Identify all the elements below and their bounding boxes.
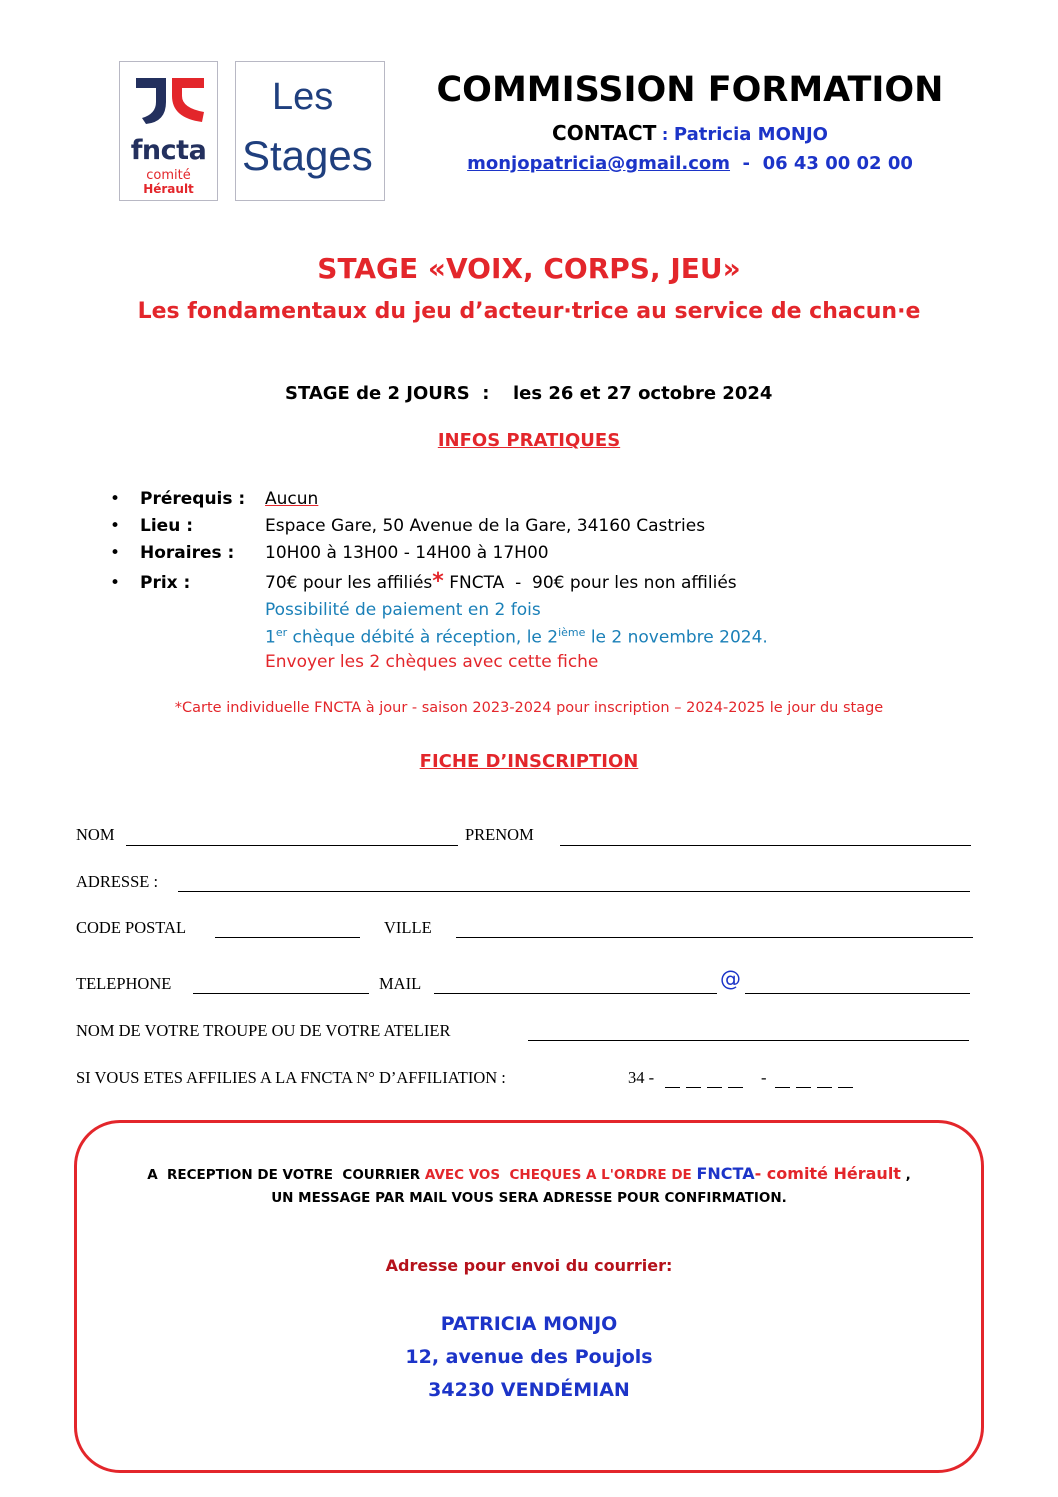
- affiliation-separator: -: [761, 1068, 767, 1087]
- cheque-1: 1: [265, 627, 276, 648]
- troupe-label: NOM DE VOTRE TROUPE OU DE VOTRE ATELIER: [76, 1021, 451, 1040]
- affiliation-digit-field[interactable]: [686, 1087, 701, 1088]
- cheque-ieme: ième: [558, 626, 586, 639]
- confirmation-line1-c: FNCTA: [696, 1164, 755, 1183]
- confirmation-line2: UN MESSAGE PAR MAIL VOUS SERA ADRESSE POUR CONFIRMATION.: [271, 1190, 787, 1206]
- contact-line: [430, 121, 950, 145]
- cheque-er: er: [275, 626, 288, 639]
- envoyer-note: Envoyer les 2 chèques avec cette fiche: [265, 652, 599, 672]
- fncta-logo-sub2: Hérault: [143, 182, 194, 196]
- infos-heading: INFOS PRATIQUES: [437, 430, 621, 451]
- les-stages-logo-stages: Stages: [242, 132, 373, 179]
- contact-name: Patricia MONJO: [673, 124, 828, 145]
- adresse-field[interactable]: [178, 891, 970, 892]
- prix-part2: FNCTA - 90€ pour les non affiliés: [443, 573, 737, 593]
- prix-star: *: [432, 569, 444, 594]
- affiliation-digit-field[interactable]: [796, 1087, 811, 1088]
- bullet-icon: •: [110, 516, 121, 536]
- address-label: Adresse pour envoi du courrier:: [385, 1256, 673, 1275]
- at-sign: @: [720, 967, 741, 991]
- mail-label: MAIL: [379, 974, 422, 993]
- les-stages-logo-les: Les: [272, 76, 334, 118]
- info-lieu-label: Lieu :: [140, 516, 194, 536]
- info-prix-label: Prix :: [140, 573, 191, 593]
- stage-subtitle: Les fondamentaux du jeu d’acteur·trice au service de chacun·e: [137, 299, 921, 324]
- confirmation-line1-a: A RECEPTION DE VOTRE COURRIER: [147, 1167, 425, 1183]
- contact-separator: :: [656, 125, 674, 144]
- info-prix-value: [265, 569, 737, 594]
- info-horaires-value: 10H00 à 13H00 - 14H00 à 17H00: [265, 543, 549, 563]
- ville-label: VILLE: [384, 918, 432, 937]
- adresse-label: ADRESSE :: [76, 872, 159, 891]
- affiliation-digit-field[interactable]: [838, 1087, 853, 1088]
- telephone-label: TELEPHONE: [76, 974, 172, 993]
- cheque-mid: chèque débité à réception, le 2: [287, 627, 559, 648]
- affiliation-label: SI VOUS ETES AFFILIES A LA FNCTA N° D’AFFILIATION :: [76, 1068, 506, 1087]
- nom-label: NOM: [76, 825, 115, 844]
- affiliation-prefix: 34 -: [628, 1068, 655, 1087]
- stage-dates: les 26 et 27 octobre 2024: [513, 383, 773, 404]
- affiliation-digit-field[interactable]: [665, 1087, 680, 1088]
- address-city: 34230 VENDÉMIAN: [428, 1379, 630, 1401]
- info-prerequis-value: Aucun: [265, 489, 319, 509]
- stage-title: STAGE «VOIX, CORPS, JEU»: [317, 252, 741, 285]
- mail-user-field[interactable]: [434, 993, 717, 994]
- les-stages-logo: [235, 61, 385, 201]
- contact-details: [430, 153, 950, 174]
- bullet-icon: •: [110, 573, 121, 593]
- contact-label: CONTACT: [552, 121, 657, 145]
- stage-duration: [285, 383, 489, 404]
- info-horaires-label: Horaires :: [140, 543, 235, 563]
- stage-duration-label: STAGE de 2 JOURS :: [285, 383, 490, 404]
- telephone-field[interactable]: [193, 993, 369, 994]
- fncta-emblem-icon: [120, 62, 219, 142]
- confirmation-line1-d: - comité Hérault: [754, 1164, 901, 1183]
- commission-title: COMMISSION FORMATION: [436, 70, 944, 110]
- address-name: PATRICIA MONJO: [440, 1313, 618, 1335]
- prix-part1: 70€ pour les affiliés: [265, 573, 433, 593]
- paiement-note: Possibilité de paiement en 2 fois: [265, 600, 541, 620]
- code-postal-label: CODE POSTAL: [76, 918, 187, 937]
- info-lieu-value: Espace Gare, 50 Avenue de la Gare, 34160 Castries: [265, 516, 706, 536]
- fncta-logo: [119, 61, 218, 201]
- fncta-logo-sub1: comité: [146, 168, 191, 183]
- code-postal-field[interactable]: [215, 937, 360, 938]
- troupe-field[interactable]: [528, 1040, 969, 1041]
- confirmation-line1-b: AVEC VOS CHEQUES A L'ORDRE DE: [424, 1167, 697, 1183]
- ville-field[interactable]: [456, 937, 973, 938]
- contact-email-separator: -: [730, 153, 763, 174]
- confirmation-line1-e: ,: [900, 1167, 911, 1183]
- mail-domain-field[interactable]: [745, 993, 970, 994]
- affiliation-digit-field[interactable]: [707, 1087, 722, 1088]
- carte-note: *Carte individuelle FNCTA à jour - saison 2023-2024 pour inscription – 2024-2025 le jour du stage: [174, 700, 884, 716]
- bullet-icon: •: [110, 489, 121, 509]
- cheque-end: le 2 novembre 2024.: [585, 627, 768, 648]
- confirmation-line1: [80, 1164, 978, 1183]
- form-heading: FICHE D’INSCRIPTION: [419, 751, 639, 772]
- fncta-logo-name: fncta: [130, 135, 207, 166]
- nom-field[interactable]: [126, 845, 458, 846]
- bullet-icon: •: [110, 543, 121, 563]
- contact-phone: 06 43 00 02 00: [762, 153, 913, 174]
- affiliation-digit-field[interactable]: [775, 1087, 790, 1088]
- affiliation-digit-field[interactable]: [728, 1087, 743, 1088]
- prenom-label: PRENOM: [465, 825, 534, 844]
- affiliation-digit-field[interactable]: [817, 1087, 832, 1088]
- info-prerequis-label: Prérequis :: [140, 489, 246, 509]
- contact-email-link[interactable]: monjopatricia@gmail.com: [467, 153, 731, 174]
- prenom-field[interactable]: [560, 845, 971, 846]
- cheque-note: [265, 626, 768, 648]
- address-street: 12, avenue des Poujols: [405, 1346, 653, 1368]
